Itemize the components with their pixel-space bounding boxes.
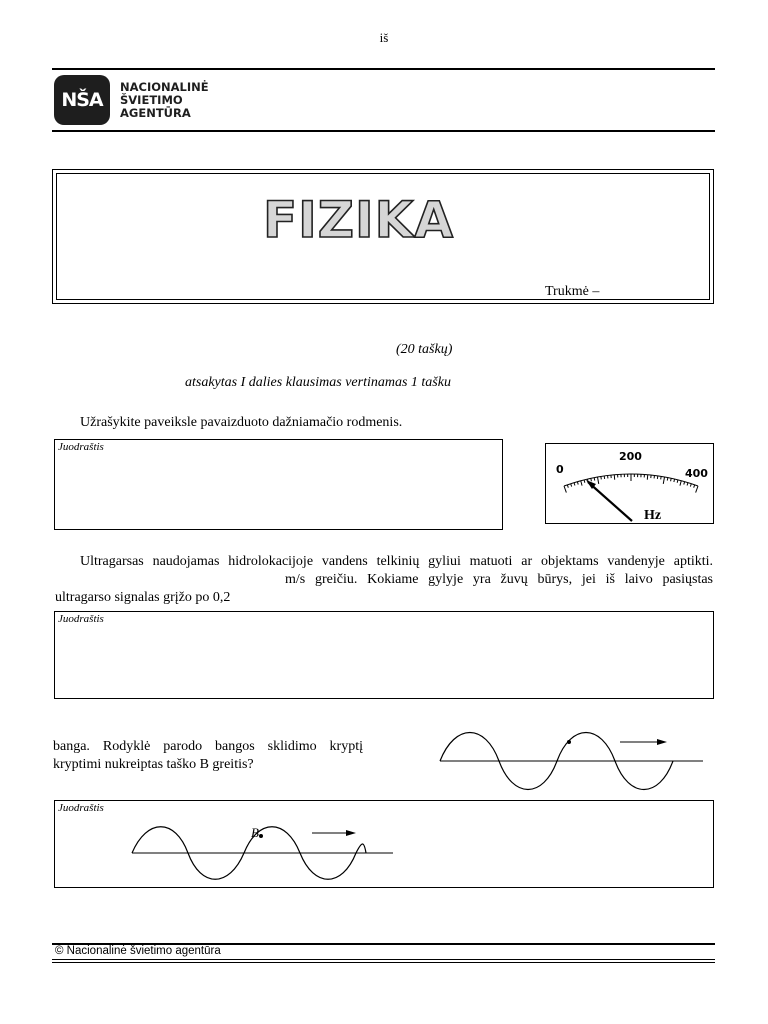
subject-title <box>255 188 515 248</box>
meter-tick <box>663 477 664 484</box>
subject-title-text: FIZIKA <box>263 191 455 248</box>
question2-line: Ultragarsas naudojamas hidrolokacijoje vandens telkinių gyliui matuoti ar objektams vandenyje aptikti. <box>80 554 713 569</box>
frequency-meter-dial <box>546 444 715 525</box>
question3-line: banga. Rodyklė parodo bangos sklidimo kryptį <box>53 739 363 754</box>
meter-scale-label: 200 <box>619 450 642 463</box>
question3-draft-box <box>54 800 714 888</box>
agency-name-line: AGENTŪRA <box>120 106 191 120</box>
question3-text <box>53 738 363 774</box>
meter-tick <box>696 486 698 493</box>
footer-bottom-rule-2 <box>52 962 715 963</box>
question3-line: kryptimi nukreiptas taško B greitis? <box>53 757 254 772</box>
meter-tick <box>581 481 582 486</box>
meter-tick <box>674 479 675 482</box>
question2-text <box>55 553 713 607</box>
frequency-meter <box>545 443 714 524</box>
meter-tick <box>671 478 672 481</box>
meter-tick <box>567 485 568 488</box>
meter-scale-label: 0 <box>556 463 564 476</box>
meter-tick <box>577 482 578 485</box>
page-number: iš <box>379 30 389 45</box>
meter-tick <box>594 478 595 481</box>
meter-tick <box>677 480 678 483</box>
footer-copyright: © Nacionalinė švietimo agentūra <box>55 945 221 957</box>
meter-tick <box>687 483 688 486</box>
question2-line: m/s greičiu. Kokiame gylyje yra žuvų būrys, jei iš laivo pasiųstas <box>285 572 713 587</box>
propagation-arrowhead <box>657 739 667 745</box>
meter-tick <box>694 485 695 488</box>
draft-label: Juodraštis <box>58 613 104 625</box>
question1-draft-box <box>54 439 503 530</box>
point-b <box>259 834 263 838</box>
logo-mark: NŠA <box>61 89 103 111</box>
draft-label: Juodraštis <box>58 441 104 453</box>
part-instruction: atsakytas I dalies klausimas vertinamas 1 tašku <box>185 375 451 390</box>
meter-tick <box>598 477 599 484</box>
agency-name-line: NACIONALINĖ <box>120 80 209 94</box>
question2-line: ultragarso signalas grįžo po 0,2 <box>55 590 231 605</box>
agency-name <box>120 81 209 120</box>
meter-tick <box>680 481 681 486</box>
meter-needle <box>588 482 632 521</box>
question1-text: Užrašykite paveiksle pavaizduoto dažniamačio rodmenis. <box>80 415 403 430</box>
header-top-rule <box>52 68 715 70</box>
meter-tick <box>667 478 668 481</box>
draft-label: Juodraštis <box>58 802 104 814</box>
meter-scale-label: 400 <box>685 467 708 480</box>
meter-tick <box>564 486 566 493</box>
question2-draft-box <box>54 611 714 699</box>
footer-bottom-rule <box>52 959 715 960</box>
meter-tick <box>684 482 685 485</box>
meter-tick <box>574 483 575 486</box>
agency-name-line: ŠVIETIMO <box>120 93 183 107</box>
header-bottom-rule <box>52 130 715 132</box>
draft-propagation-arrowhead <box>346 830 356 836</box>
meter-tick <box>690 484 691 487</box>
wave-figure <box>435 725 710 795</box>
part-points: (20 taškų) <box>396 342 453 357</box>
meter-unit: Hz <box>644 508 662 523</box>
wave-point <box>567 740 571 744</box>
meter-tick <box>584 480 585 483</box>
agency-logo <box>54 75 110 125</box>
meter-tick <box>571 484 572 487</box>
point-b-label: B <box>251 825 259 840</box>
duration-label: Trukmė – <box>545 284 600 299</box>
meter-tick <box>591 478 592 481</box>
draft-wave-figure <box>130 813 400 885</box>
